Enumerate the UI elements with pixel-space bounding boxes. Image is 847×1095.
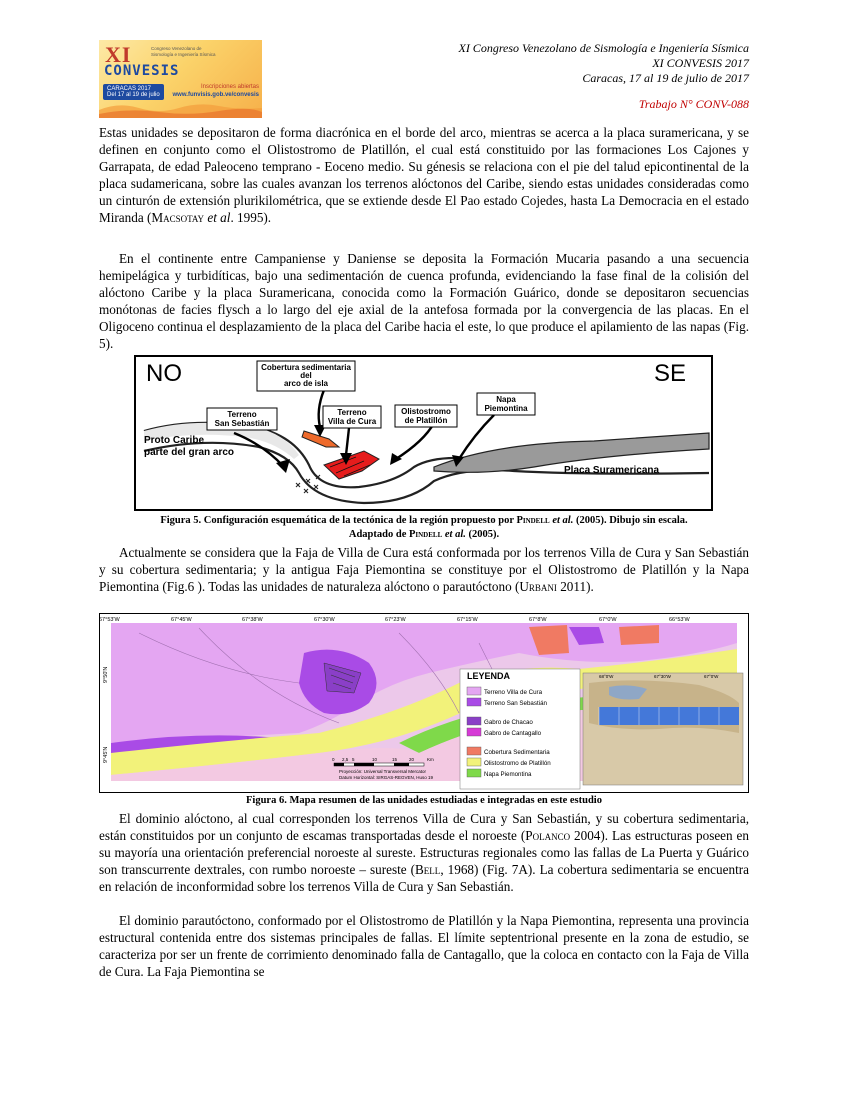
- label-villa-de-cura-1: Terreno: [337, 408, 367, 417]
- inset-tick-1: 68°0'W: [599, 674, 614, 679]
- figure-6-geologic-map: [99, 613, 749, 793]
- citation-author: Bell: [415, 861, 441, 877]
- legend-swatch: [467, 698, 481, 706]
- legend-items: [467, 687, 551, 778]
- paragraph-1: Estas unidades se depositaron de forma diacrónica en el borde del arco, mientras se acerca a la placa suramericana, y se definen en conjunto como el Olistostromo de Platillón, el cual está constituido por las formaciones Los Cajones y Garrapata, de edad Paleoceno temprano - Eoceno medio. Su génesis se relaciona con el pie del talud epicontinental de la placa sudamericana, sobre las cuales avanzan los terrenos alóctonos del Caribe, siendo estas unidades consideradas como un cinturón de extensión plurikilométrica, que se extiende desde El Pao estado Cojedes, hasta La Democracia en el estado Miranda (Macsotay et al. 1995).: [99, 125, 749, 225]
- legend-title: LEYENDA: [467, 671, 511, 681]
- legend-label: Gabro de Cantagallo: [484, 730, 542, 737]
- inset-tick-3: 67°0'W: [704, 674, 719, 679]
- label-olistostromo-2: de Platillón: [404, 416, 448, 425]
- left-tick-2: 9°45'N: [103, 746, 109, 763]
- label-placa-suramericana: Placa Suramericana: [564, 465, 660, 476]
- conference-header: [458, 41, 749, 86]
- map-top-ticks: [99, 617, 690, 623]
- top-tick-5: 67°23'W: [385, 617, 406, 623]
- citation-author: Polanco: [525, 827, 571, 843]
- legend-label: Napa Piemontina: [484, 771, 532, 778]
- scale-tick-1: 0: [332, 757, 335, 762]
- top-tick-4: 67°30'W: [314, 617, 335, 623]
- figure-5-tectonic-diagram: [134, 355, 713, 511]
- label-villa-de-cura-2: Villa de Cura: [327, 417, 377, 426]
- label-cobertura-1: Cobertura sedimentaria: [261, 363, 351, 372]
- paragraph-3: Actualmente se considera que la Faja de Villa de Cura está conformada por los terrenos Villa de Cura y San Sebastián y su cobertura sedimentaria; y la antigua Faja Piemontina se constituye por el Olistostromo de Platillón y la Napa Piemontina (Fig.6 ). Todas las unidades de naturaleza alóctono o parautóctono (Urbani 2011).: [99, 545, 749, 594]
- map-cobertura-2: [619, 625, 659, 645]
- citation-author: Urbani: [519, 578, 557, 594]
- legend-swatch: [467, 758, 481, 766]
- paragraph-2: En el continente entre Campaniense y Daniense se deposita la Formación Mucaria pasando a una secuencia hemipelágica y turbidíticas, bajo una sedimentación de cuenca profunda, evidenciando la fase final de la colisión del alóctono Caribe y la placa Suramericana, conocida como la Formación Guárico, donde se depositaron secuencias monótonas de facies flysch a lo largo del eje axial de la antefosa formada por la convergencia de las placas. En el Oligoceno continua el desplazamiento de la placa del Caribe hacia el este, lo que produce el apilamiento de las napas (Fig. 5).: [99, 251, 749, 351]
- inset-study-area: [599, 707, 739, 725]
- conference-title: XI Congreso Venezolano de Sismología e Ingeniería Sísmica: [458, 41, 749, 55]
- top-tick-3: 67°38'W: [242, 617, 263, 623]
- figure-5-caption: Figura 5. Configuración esquemática de la tectónica de la región propuesto por Pindell et al. (2005). Dibujo sin escala. Adaptado de Pindell et al. (2005).: [160, 515, 688, 540]
- top-tick-2: 67°45'W: [171, 617, 192, 623]
- label-san-sebastian-1: Terreno: [227, 410, 257, 419]
- paragraph-5: El dominio parautóctono, conformado por el Olistostromo de Platillón y la Napa Piemontina, representa una provincia estructural contenida entre dos sistemas principales de fallas. El límite septentrional presente en la zona de estudio, se caracteriza por ser un frente de corrimiento denominado falla de Cantagallo, que la coloca en contacto con la Faja de Villa de Cura. La Faja Piemontina se: [99, 913, 749, 979]
- scale-tick-3: 5: [352, 757, 355, 762]
- scale-tick-6: 20: [409, 757, 415, 762]
- logo-url: Inscripciones abiertas www.funvisis.gob.ve/convesis: [172, 84, 259, 98]
- top-tick-9: 66°53'W: [669, 617, 690, 623]
- label-proto-caribe-1: Proto Caribe: [144, 435, 205, 446]
- scale-tick-2: 2,5: [342, 757, 349, 762]
- label-proto-caribe-2: parte del gran arco: [144, 447, 235, 458]
- scale-tick-5: 15: [392, 757, 398, 762]
- label-olistostromo-1: Olistostromo: [401, 407, 451, 416]
- left-tick-1: 9°50'N: [103, 666, 109, 683]
- logo-city: CARACAS 2017 Del 17 al 19 de julio: [103, 84, 164, 100]
- citation-author: Macsotay: [151, 209, 205, 225]
- top-tick-1: 67°53'W: [99, 617, 120, 623]
- label-cobertura-3: arco de isla: [283, 379, 329, 388]
- legend-swatch: [467, 728, 481, 736]
- legend-swatch: [467, 687, 481, 695]
- paper-number: Trabajo N° CONV-088: [638, 97, 749, 111]
- legend-label: Cobertura Sedimentaria: [484, 749, 550, 756]
- conference-short: XI CONVESIS 2017: [652, 56, 749, 70]
- conference-dates: Caracas, 17 al 19 de julio de 2017: [582, 71, 749, 85]
- projection-1: Proyección: Universal Transversal Mercator: [339, 769, 427, 774]
- label-se: SE: [654, 360, 687, 387]
- legend-swatch: [467, 747, 481, 755]
- inset-tick-2: 67°30'W: [654, 674, 671, 679]
- legend-label: Gabro de Chacao: [484, 719, 533, 726]
- label-no: NO: [146, 360, 182, 387]
- top-tick-8: 67°0'W: [599, 617, 617, 623]
- logo-tagline: Congreso Venezolano de Sismología e Ingeniería Sísmica: [151, 46, 216, 57]
- figure-6-caption: Figura 6. Mapa resumen de las unidades estudiadas e integradas en este estudio: [246, 795, 602, 806]
- legend-label: Terreno San Sebastián: [484, 700, 547, 707]
- legend-swatch: [467, 717, 481, 725]
- convesis-logo: [99, 40, 262, 118]
- logo-name: CONVESIS: [104, 63, 180, 79]
- top-tick-6: 67°15'W: [457, 617, 478, 623]
- label-napa-1: Napa: [496, 395, 516, 404]
- legend-label: Terreno Villa de Cura: [484, 689, 543, 696]
- label-san-sebastian-2: San Sebastián: [214, 419, 270, 428]
- scale-tick-4: 10: [372, 757, 378, 762]
- scale-bar: [334, 763, 424, 766]
- scale-unit: Km: [427, 757, 434, 762]
- legend-label: Olistostromo de Platillón: [484, 760, 551, 767]
- paragraph-4: El dominio alóctono, al cual corresponden los terrenos Villa de Cura y San Sebastián, y su cobertura sedimentaria, están constituidos por un conjunto de escamas transportadas desde el noroeste (Polanco 2004). Las estructuras poseen en su mayoría una orientación preferencial noroeste al sureste. Estructuras regionales como las fallas de La Puerta y Guárico son transcurrente dextrales, con rumbo noroeste – sureste (Bell, 1968) (Fig. 7A). La cobertura sedimentaria se encuentra en relación de inconformidad sobre los terrenos Villa de Cura y San Sebastián.: [99, 811, 749, 894]
- label-cobertura-2: del: [300, 371, 312, 380]
- top-tick-7: 67°8'W: [529, 617, 547, 623]
- projection-2: Datum Horizontal: SIRGAS-REGVEN, Huso 19: [339, 775, 434, 780]
- logo-wave-graphic: [99, 96, 262, 118]
- legend-swatch: [467, 769, 481, 777]
- label-napa-2: Piemontina: [484, 404, 528, 413]
- logo-edition: XI: [105, 42, 132, 67]
